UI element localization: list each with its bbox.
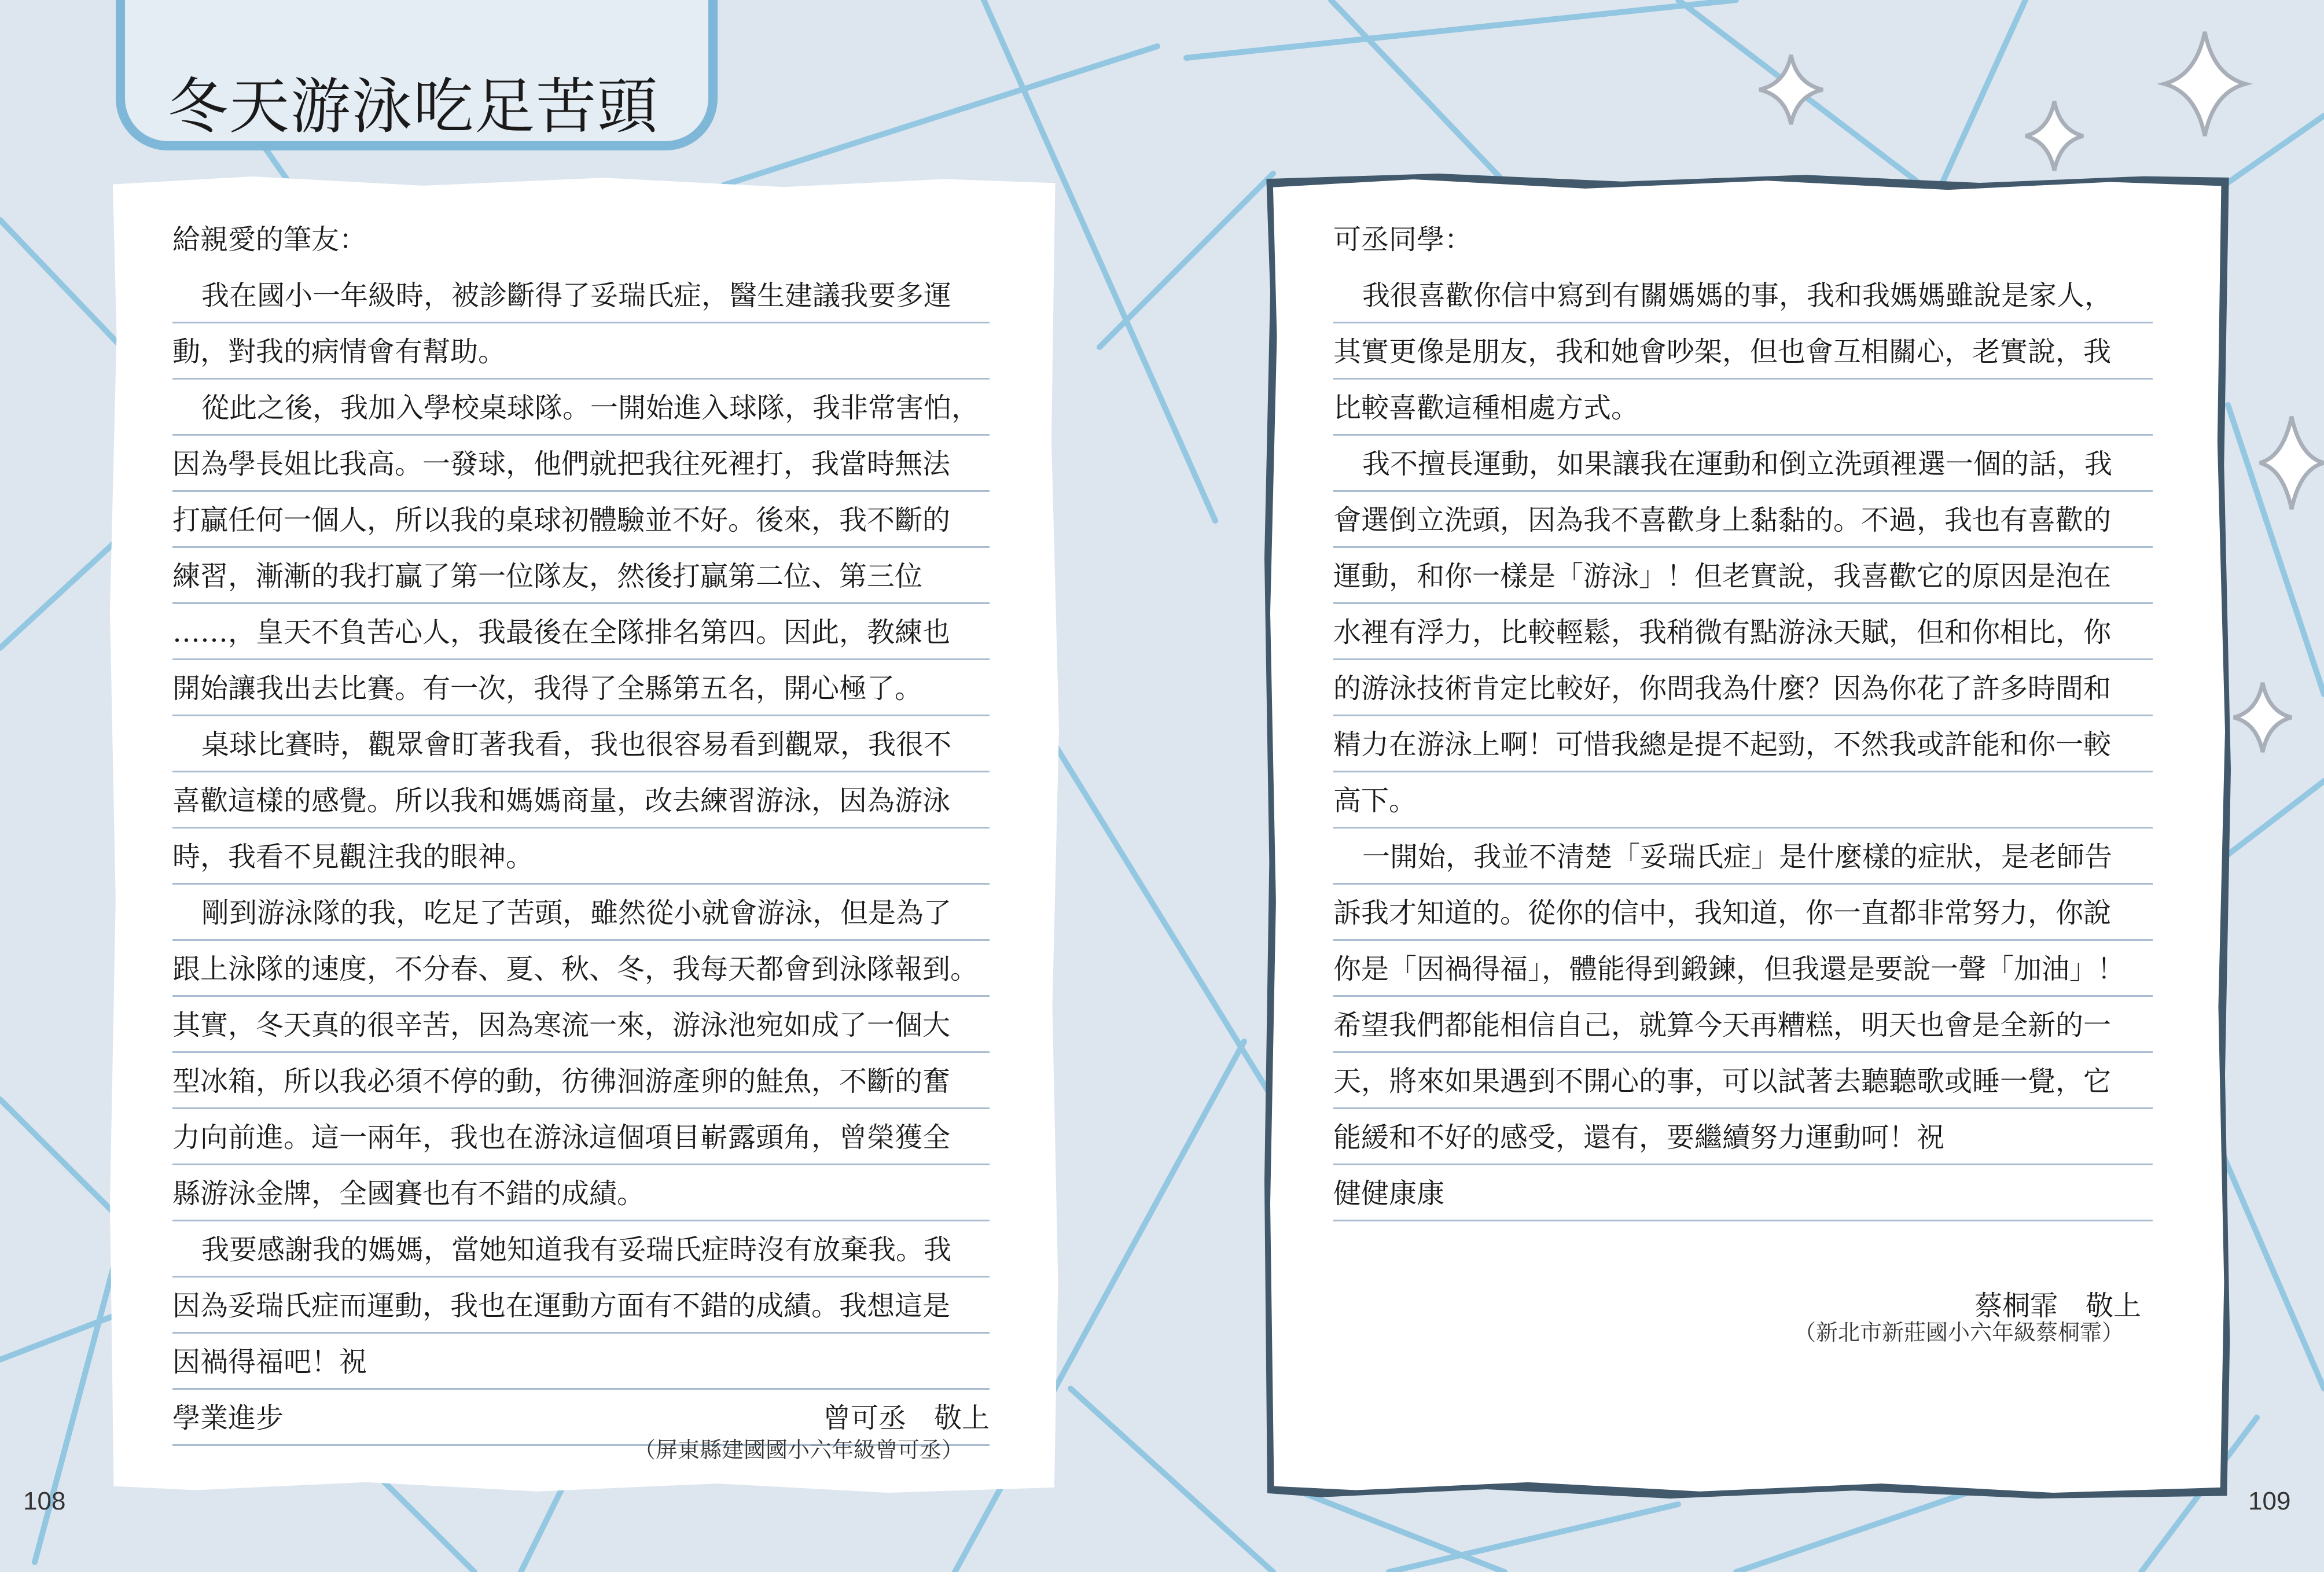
page-title: 冬天游泳吃足苦頭 — [168, 71, 659, 142]
letter-line: 跟上泳隊的速度，不分春、夏、秋、冬，我每天都會到泳隊報到。 — [172, 941, 990, 997]
letter-line: 的游泳技術肯定比較好，你問我為什麼？因為你花了許多時間和 — [1333, 660, 2153, 716]
letter-line: 精力在游泳上啊！可惜我總是提不起勁，不然我或許能和你一較 — [1333, 716, 2153, 772]
letter-signature: 蔡桐霏 敬上 — [1974, 1290, 2141, 1322]
letter-line: 動，對我的病情會有幫助。 — [172, 323, 990, 380]
letter-line: 縣游泳金牌，全國賽也有不錯的成績。 — [172, 1165, 990, 1221]
letter-closing: 健健康康 — [1333, 1177, 1445, 1210]
letter-line: 比較喜歡這種相處方式。 — [1333, 380, 2153, 436]
letter-greeting: 給親愛的筆友： — [172, 223, 367, 256]
letter-line: 剛到游泳隊的我，吃足了苦頭，雖然從小就會游泳，但是為了 — [172, 885, 990, 941]
letter-line: 因為學長姐比我高。一發球，他們就把我往死裡打，我當時無法 — [172, 436, 990, 492]
left-author-note: （屏東縣建國國小六年級曾可丞） — [634, 1437, 964, 1463]
letter-signature: 曾可丞 敬上 — [822, 1402, 990, 1434]
letter-line: 從此之後，我加入學校桌球隊。一開始進入球隊，我非常害怕， — [172, 380, 990, 436]
right-author-note: （新北市新莊國小六年級蔡桐霏） — [1794, 1320, 2124, 1345]
letter-line: ……，皇天不負苦心人，我最後在全隊排名第四。因此，教練也 — [172, 604, 990, 660]
left-letter — [172, 211, 990, 1446]
letter-line: 我很喜歡你信中寫到有關媽媽的事，我和我媽媽雖說是家人， — [1333, 267, 2153, 323]
letter-line: 開始讓我出去比賽。有一次，我得了全縣第五名，開心極了。 — [172, 660, 990, 716]
letter-line: 因禍得福吧！祝 — [172, 1334, 990, 1390]
letter-line: 能緩和不好的感受，還有，要繼續努力運動呵！祝 — [1333, 1109, 2153, 1165]
letter-line: 其實，冬天真的很辛苦，因為寒流一來，游泳池宛如成了一個大 — [172, 997, 990, 1053]
right-letter — [1333, 211, 2153, 1334]
letter-line: 桌球比賽時，觀眾會盯著我看，我也很容易看到觀眾，我很不 — [172, 716, 990, 772]
letter-line: 力向前進。這一兩年，我也在游泳這個項目嶄露頭角，曾榮獲全 — [172, 1109, 990, 1165]
letter-line: 打贏任何一個人，所以我的桌球初體驗並不好。後來，我不斷的 — [172, 492, 990, 548]
letter-line: 喜歡這樣的感覺。所以我和媽媽商量，改去練習游泳，因為游泳 — [172, 772, 990, 829]
letter-line: 希望我們都能相信自己，就算今天再糟糕，明天也會是全新的一 — [1333, 997, 2153, 1053]
letter-line: 練習，漸漸的我打贏了第一位隊友，然後打贏第二位、第三位 — [172, 548, 990, 604]
letter-line: 高下。 — [1333, 772, 2153, 829]
letter-line: 運動，和你一樣是「游泳」！但老實說，我喜歡它的原因是泡在 — [1333, 548, 2153, 604]
page-number-left: 108 — [23, 1487, 66, 1515]
letter-line: 型冰箱，所以我必須不停的動，彷彿洄游產卵的鮭魚，不斷的奮 — [172, 1053, 990, 1109]
letter-line: 你是「因禍得福」，體能得到鍛鍊，但我還是要說一聲「加油」！ — [1333, 941, 2153, 997]
letter-line: 我不擅長運動，如果讓我在運動和倒立洗頭裡選一個的話，我 — [1333, 436, 2153, 492]
letter-closing-row — [1333, 1165, 2153, 1221]
letter-line: 時，我看不見觀注我的眼神。 — [172, 829, 990, 885]
letter-line: 我在國小一年級時，被診斷得了妥瑞氏症，醫生建議我要多運 — [172, 267, 990, 323]
letter-line: 天，將來如果遇到不開心的事，可以試著去聽聽歌或睡一覺，它 — [1333, 1053, 2153, 1109]
letter-line: 其實更像是朋友，我和她會吵架，但也會互相關心，老實說，我 — [1333, 323, 2153, 380]
letter-line: 會選倒立洗頭，因為我不喜歡身上黏黏的。不過，我也有喜歡的 — [1333, 492, 2153, 548]
letter-line: 因為妥瑞氏症而運動，我也在運動方面有不錯的成績。我想這是 — [172, 1278, 990, 1334]
letter-line: 水裡有浮力，比較輕鬆，我稍微有點游泳天賦，但和你相比，你 — [1333, 604, 2153, 660]
letter-line: 一開始，我並不清楚「妥瑞氏症」是什麼樣的症狀，是老師告 — [1333, 829, 2153, 885]
letter-line: 訴我才知道的。從你的信中，我知道，你一直都非常努力，你說 — [1333, 885, 2153, 941]
page-number-right: 109 — [2248, 1487, 2291, 1515]
letter-line: 我要感謝我的媽媽，當她知道我有妥瑞氏症時沒有放棄我。我 — [172, 1221, 990, 1278]
letter-closing: 學業進步 — [172, 1402, 284, 1434]
letter-greeting: 可丞同學： — [1333, 223, 1473, 256]
